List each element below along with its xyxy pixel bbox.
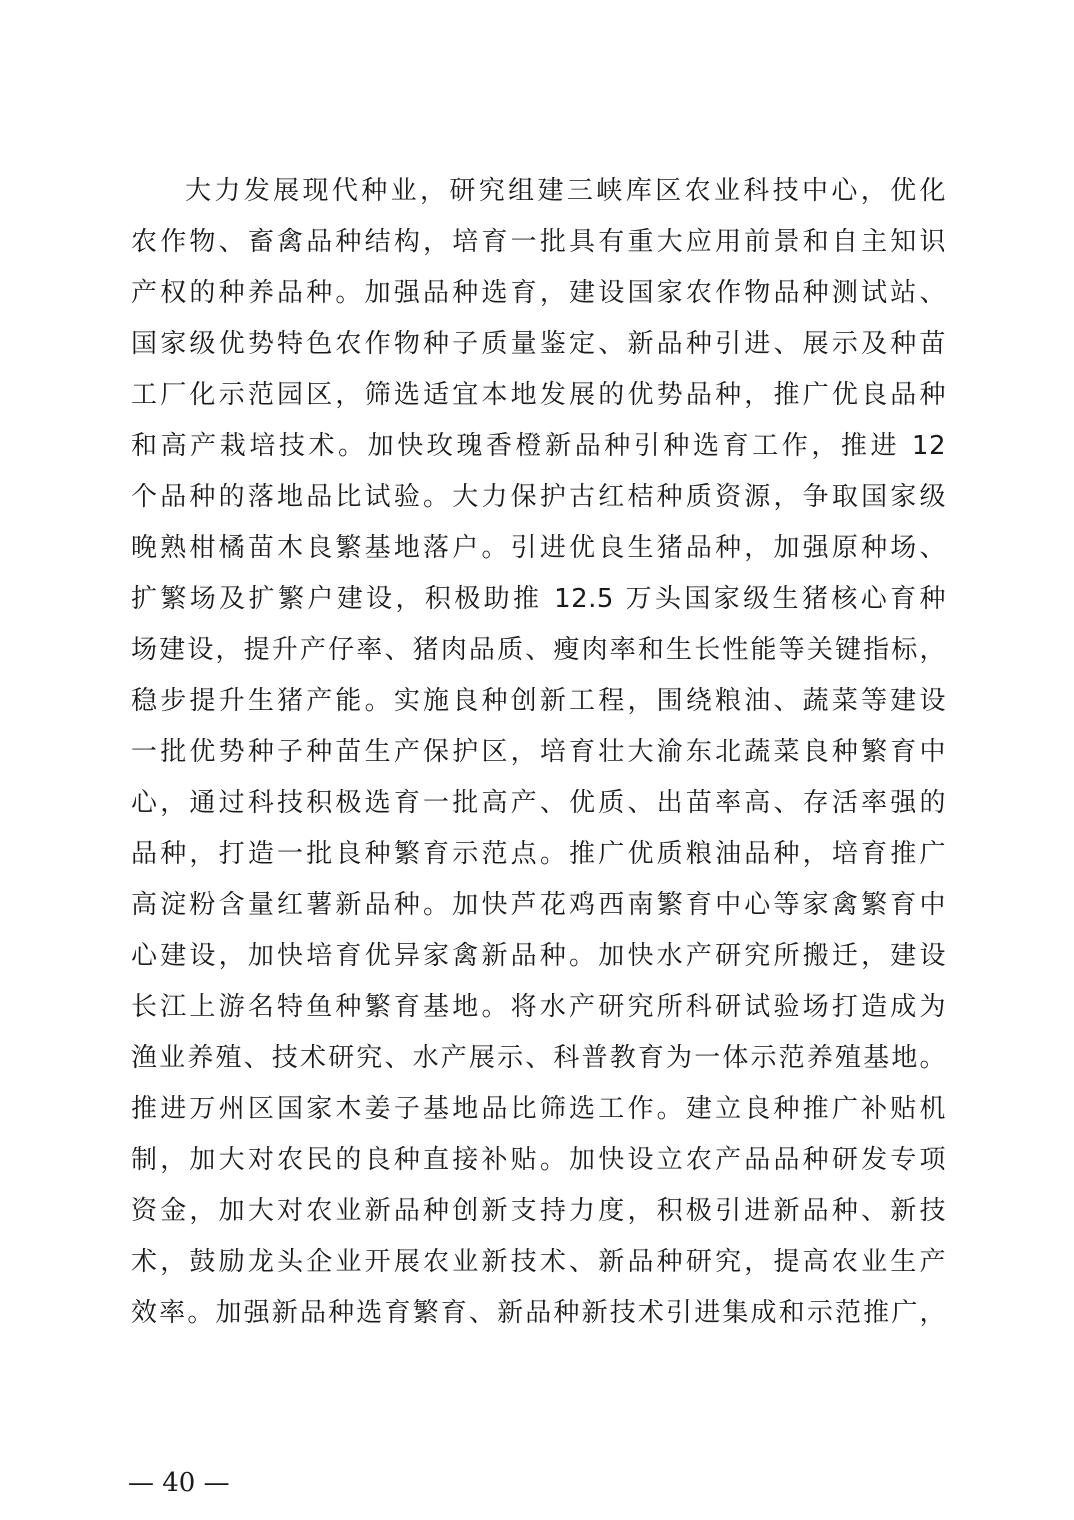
text-line: 心建设，加快培育优异家禽新品种。加快水产研究所搬迁，建设 <box>131 941 946 971</box>
text-line: 资金，加大对农业新品种创新支持力度，积极引进新品种、新技 <box>131 1196 946 1226</box>
text-line: 农作物、畜禽品种结构，培育一批具有重大应用前景和自主知识 <box>131 227 946 257</box>
text-line: 国家级优势特色农作物种子质量鉴定、新品种引进、展示及种苗 <box>131 329 946 359</box>
text-line: 品种，打造一批良种繁育示范点。推广优质粮油品种，培育推广 <box>131 839 946 869</box>
page-number: — 40 — <box>128 1468 230 1498</box>
text-line: 个品种的落地品比试验。大力保护古红桔种质资源，争取国家级 <box>131 482 946 512</box>
text-line: 效率。加强新品种选育繁育、新品种新技术引进集成和示范推广， <box>131 1298 946 1328</box>
text-line: 高淀粉含量红薯新品种。加快芦花鸡西南繁育中心等家禽繁育中 <box>131 890 946 920</box>
text-line: 大力发展现代种业，研究组建三峡库区农业科技中心，优化 <box>185 176 946 206</box>
text-line: 工厂化示范园区，筛选适宜本地发展的优势品种，推广优良品种 <box>131 380 946 410</box>
text-line: 晚熟柑橘苗木良繁基地落户。引进优良生猪品种，加强原种场、 <box>131 533 946 563</box>
text-line: 和高产栽培技术。加快玫瑰香橙新品种引种选育工作，推进 12 <box>131 431 946 461</box>
text-line: 一批优势种子种苗生产保护区，培育壮大渝东北蔬菜良种繁育中 <box>131 737 946 767</box>
body-paragraph <box>131 166 946 1339</box>
text-line: 术，鼓励龙头企业开展农业新技术、新品种研究，提高农业生产 <box>131 1247 946 1277</box>
text-line: 渔业养殖、技术研究、水产展示、科普教育为一体示范养殖基地。 <box>131 1043 946 1073</box>
text-line: 心，通过科技积极选育一批高产、优质、出苗率高、存活率强的 <box>131 788 946 818</box>
text-line: 长江上游名特鱼种繁育基地。将水产研究所科研试验场打造成为 <box>131 992 946 1022</box>
text-line: 场建设，提升产仔率、猪肉品质、瘦肉率和生长性能等关键指标， <box>131 635 946 665</box>
text-line: 扩繁场及扩繁户建设，积极助推 12.5 万头国家级生猪核心育种 <box>131 584 946 614</box>
text-line: 产权的种养品种。加强品种选育，建设国家农作物品种测试站、 <box>131 278 946 308</box>
text-line: 推进万州区国家木姜子基地品比筛选工作。建立良种推广补贴机 <box>131 1094 946 1124</box>
text-line: 制，加大对农民的良种直接补贴。加快设立农产品品种研发专项 <box>131 1145 946 1175</box>
text-line: 稳步提升生猪产能。实施良种创新工程，围绕粮油、蔬菜等建设 <box>131 686 946 716</box>
